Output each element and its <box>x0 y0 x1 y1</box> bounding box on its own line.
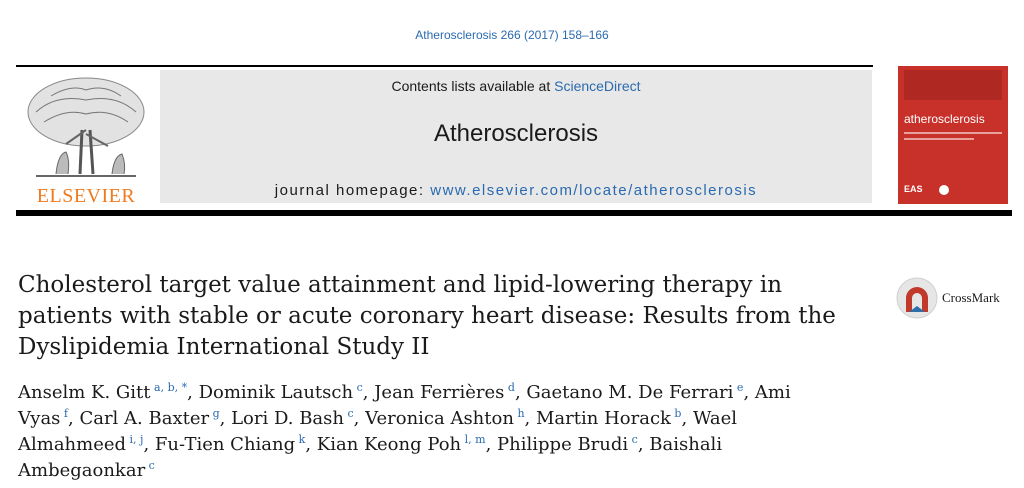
author-entry: Philippe Brudi $^c$, <box>497 433 650 455</box>
author-entry: Anselm K. Gitt $^{a, b, *}$, <box>18 381 199 403</box>
author-affiliation-marker[interactable]: c <box>344 407 354 420</box>
author-name[interactable]: Kian Keong Poh <box>316 434 462 455</box>
journal-header <box>160 70 872 203</box>
author-affiliation-marker[interactable]: g <box>209 407 220 420</box>
author-affiliation-marker[interactable]: i, j <box>126 433 144 446</box>
author-affiliation-marker[interactable]: c <box>145 459 155 472</box>
author-name[interactable]: Philippe Brudi <box>497 434 629 455</box>
author-entry: Lori D. Bash $^c$, <box>231 407 366 429</box>
author-entry: Jean Ferrières $^d$, <box>374 381 527 403</box>
author-entry: Carl A. Baxter $^g$, <box>79 407 232 429</box>
author-affiliation-marker[interactable]: h <box>513 407 525 420</box>
author-entry: Ami Vyas $^f$, <box>18 382 791 429</box>
author-entry: Kian Keong Poh $^{l, m}$, <box>316 433 498 455</box>
author-name[interactable]: Martin Horack <box>536 408 671 429</box>
author-name[interactable]: Dominik Lautsch <box>198 382 354 403</box>
header-top-rule <box>16 65 873 67</box>
sciencedirect-link[interactable]: ScienceDirect <box>554 78 641 94</box>
elsevier-logo[interactable] <box>16 74 156 208</box>
cover-title: atherosclerosis <box>904 112 985 126</box>
author-name[interactable]: Wael Almahmeed <box>18 408 738 455</box>
author-name[interactable]: Baishali Ambegaonkar <box>18 434 723 481</box>
author-list <box>18 380 838 484</box>
author-name[interactable]: Jean Ferrières <box>374 382 505 403</box>
journal-title: Atherosclerosis <box>433 120 599 147</box>
author-entry: Dominik Lautsch $^c$, <box>198 381 375 403</box>
author-name[interactable]: Fu-Tien Chiang <box>154 434 296 455</box>
author-name[interactable]: Anselm K. Gitt <box>18 382 151 403</box>
author-name[interactable]: Gaetano M. De Ferrari <box>526 382 734 403</box>
header-bottom-rule <box>16 210 1012 216</box>
author-entry: Fu-Tien Chiang $^k$, <box>154 433 317 455</box>
crossmark-label: CrossMark <box>942 290 1000 305</box>
homepage-line <box>160 182 872 199</box>
author-affiliation-marker[interactable]: k <box>295 433 306 446</box>
author-affiliation-marker[interactable]: c <box>353 381 363 394</box>
author-affiliation-marker[interactable]: a, b, * <box>150 381 188 394</box>
author-affiliation-marker[interactable]: d <box>504 381 515 394</box>
article-title: Cholesterol target value attainment and lipid-lowering therapy in patients with stable or acute coronary heart disease: Results from the Dyslipidemia International Study II <box>18 272 836 360</box>
author-affiliation-marker[interactable]: b <box>670 407 682 420</box>
author-affiliation-marker[interactable]: c <box>628 433 638 446</box>
cover-society-tag: EAS <box>904 184 923 194</box>
author-entry: Wael Almahmeed $^{i, j}$, <box>18 408 738 455</box>
crossmark-badge[interactable] <box>896 276 1000 320</box>
elsevier-wordmark: ELSEVIER <box>36 185 136 207</box>
homepage-label: journal homepage: <box>274 182 431 199</box>
tree-icon <box>16 74 156 182</box>
author-name[interactable]: Ami Vyas <box>18 382 791 429</box>
journal-citation[interactable]: Atherosclerosis 266 (2017) 158–166 <box>415 28 609 42</box>
author-entry: Martin Horack $^b$, <box>536 407 693 429</box>
author-entry: Gaetano M. De Ferrari $^e$, <box>526 381 755 403</box>
crossmark-icon <box>896 276 938 320</box>
contents-line <box>160 78 872 94</box>
author-affiliation-marker[interactable]: f <box>60 407 68 420</box>
author-entry: Veronica Ashton $^h$, <box>365 407 536 429</box>
journal-cover-thumbnail[interactable] <box>898 66 1008 204</box>
author-affiliation-marker[interactable]: l, m <box>461 433 486 446</box>
author-affiliation-marker[interactable]: e <box>733 381 744 394</box>
author-name[interactable]: Lori D. Bash <box>231 408 344 429</box>
author-name[interactable]: Veronica Ashton <box>365 408 514 429</box>
author-name[interactable]: Carl A. Baxter <box>79 408 210 429</box>
journal-homepage-link[interactable]: www.elsevier.com/locate/atherosclerosis <box>430 182 758 199</box>
contents-label: Contents lists available at <box>391 78 555 94</box>
